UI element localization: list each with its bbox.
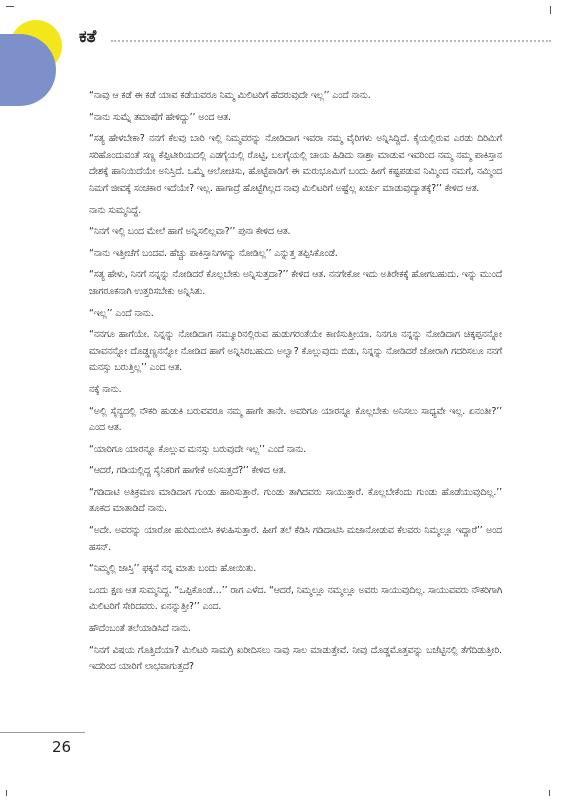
paragraph: “ಗಡಿದಾಟಿ ಅತಿಕ್ರಮಣ ಮಾಡಿದಾಗ ಗುಂಡು ಹಾರಿಸುತ್ತಾರೆ. ಗುಂಡು ತಾಗಿದವರು ಸಾಯುತ್ತಾರೆ. ಕೊಲ್ಲಬೇಕೆಂದು ಗುಂಡು ಹೊಡೆಯುವುದಿಲ್ಲ.’’ ತೂಕದ ಮಾತಾಡಿದೆ ನಾನು.	[89, 486, 502, 515]
paragraph: “ಸತ್ಯ ಹೇಳಬೇಕಾ? ನನಗೆ ಕೆಲವು ಬಾರಿ ಇಲ್ಲಿ ನಿಮ್ಮವರನ್ನು ನೋಡಿದಾಗ ಇವರಾ ನಮ್ಮ ವೈರಿಗಳು ಅನ್ನಿಸಿದ್ದಿದೆ. ಕೈಯಲ್ಲಿರುವ ಎರಡು ದಿರಿಮಿಗೆ ಸರಿಹೊಂದುವಂತೆ ಸಣ್ಣ ಕೆಪ್ಪಿಟೀರಿಯದಲ್ಲಿ ಎಡಗೈಯಲ್ಲಿ ರೊಟ್ಟಿ, ಬಲಗೈಯಲ್ಲಿ ಚಾಯ ಹಿಡಿದು ನಾಶ್ತಾ ಮಾಡುವ ಇವರಿಂದ ನಮ್ಮ ನಮ್ಮ ಪಾಕಿಸ್ತಾನ ದೇಶಕ್ಕೆ ಹಾನಿಯಿದೆಯೇ ಅನಿಸ್ತಿದೆ. ಒಮ್ಮೆ ಆಲೋಚಿಸು, ಹೊಟ್ಟೆಪಾಡಿಗೆ ಈ ಮರುಭೂಮಿಗೆ ಬಂದು ಹೀಗೆ ಕಷ್ಟಪಡುವ ನಿಮ್ಮಿಂದ ನಮಗೆ, ನಮ್ಮಿಂದ ನಿಮಗೆ ಜೀವಕ್ಕೆ ಸಂಚಕಾರ ಇದೆಯೇ? ಇಲ್ಲ. ಹಾಗಾದ್ರೆ ಹೊಟ್ಟೆಗಿಲ್ಲದ ನಾವು ಮಿಲಿಟರಿಗೆ ಅಷ್ಟೆಲ್ಲ ಖರ್ಚು ಮಾಡುವುದ್ಯಾತಕ್ಕೆ?’’ ಕೇಳಿದ ಆತ.	[89, 133, 502, 194]
crop-mark-top-right	[550, 6, 551, 14]
paragraph: “ಸತ್ಯ ಹೇಳು, ನಿನಗೆ ನನ್ನನ್ನು ನೋಡಿದರೆ ಕೊಲ್ಲಬೇಕು ಅನ್ನಿಸುತ್ತದಾ?’’ ಕೇಳಿದ ಆತ. ನನಗೇಕೋ ಇದು ಅತಿರೇಕಕ್ಕೆ ಹೋಗಬಹುದು. ಇನ್ನು ಮುಂದೆ ಜಾಗರೂಕನಾಗಿ ಉತ್ತರಿಸಬೇಕು ಅನ್ನಿಸಿತು.	[89, 269, 502, 297]
section-title: ಕತೆ	[79, 27, 97, 47]
page-number: 26	[52, 738, 72, 756]
paragraph: “ಅಲ್ಲಿ ಸೈನ್ಯದಲ್ಲಿ ನೌಕರಿ ಹುಡುಕಿ ಬರುವವರೂ ನಮ್ಮ ಹಾಗೇ ತಾನೇ. ಅವರಿಗೂ ಯಾರನ್ನೂ ಕೊಲ್ಲಬೇಕು ಅನಿಸಲು ಸಾಧ್ಯವೇ ಇಲ್ಲ. ಏನಂತೀ?’’ ಎಂದ ಆತ.	[89, 405, 502, 434]
paragraph: “ಆದರೆ, ಗಡಿಯಲ್ಲಿದ್ದ ಸೈನಿಕರಿಗೆ ಹಾಗೇಕೆ ಅನಿಸುತ್ತದೆ?’’ ಕೇಳಿದ ಆತ.	[89, 465, 287, 477]
paragraph: ಹೌದೆಂಬಂತೆ ತಲೆಯಾಡಿಸಿದೆ ನಾನು.	[89, 623, 191, 635]
paragraph: “ನಾವು ಆ ಕಡೆ ಈ ಕಡೆ ಯಾವ ಕಡೆಯವರೂ ನಿಮ್ಮ ಮಿಲಿಟರಿಗೆ ಹೆದರುವುದೇ ಇಲ್ಲ’’ ಎಂದೆ ನಾನು.	[89, 90, 371, 101]
paragraph: ನಕ್ಕೆ ನಾನು.	[89, 383, 122, 395]
paragraph: “ನಾನು ಸುಮ್ನೆ ತಮಾಷೆಗೆ ಹೇಳಿದ್ದು’’ ಅಂದ ಆತ.	[89, 111, 231, 123]
paragraph: “ಯಾರಿಗೂ ಯಾರನ್ನೂ ಕೊಲ್ಲುವ ಮನಸ್ಸು ಬರುವುದೇ ಇಲ್ಲ’’ ಎಂದೆ ನಾನು.	[89, 443, 307, 455]
paragraph: “ನನಗೂ ಹಾಗೆಯೇ. ನಿನ್ನನ್ನು ನೋಡಿದಾಗ ನಮ್ಮೂರಿನಲ್ಲಿರುವ ಹುಡುಗರಂತೆಯೇ ಕಾಣಿಸುತ್ತೀಯಾ. ನಿನಗೂ ನನ್ನನ್ನು ನೋಡಿದಾಗ ಚಿಕ್ಕಪ್ಪನನ್ನೋ ಮಾವನನ್ನೋ ದೊಡ್ಡಣ್ಣನನ್ನೋ ನೋಡಿದ ಹಾಗೆ ಅನ್ನಿಸಿರಬಹುದು ಅಲ್ವಾ? ಕೊಲ್ಲುವುದು ಬಿಡು, ನಿನ್ನನ್ನು ನೋಡಿದರೆ ಜೋರಾಗಿ ಗದರಿಸಲೂ ನನಗೆ ಮನಸ್ಸು ಬರುತ್ತಿಲ್ಲ’’ ಎಂದ ಆತ.	[89, 329, 502, 374]
paragraph: ಒಂದು ಕ್ಷಣ ಆತ ಸುಮ್ಮನಿದ್ದ. “ಒಪ್ಪಿಕೊಂಡೆ…’’ ರಾಗ ಎಳೆದ. “ಆದರೆ, ನಿಮ್ಮಲ್ಲೂ ನಮ್ಮಲ್ಲೂ ಅವರು ಸಾಯುವುದಿಲ್ಲ. ಸಾಯುವವರು ನೌಕರಿಗಾಗಿ ಮಿಲಿಟರಿಗೆ ಸೇರಿದವರು. ಏನನ್ನುತ್ತೀ?’’ ಎಂದ.	[89, 584, 502, 613]
crop-mark-top-left	[6, 6, 14, 7]
paragraph: “ನಿಮ್ಮಲ್ಲಿ ಜಾಸ್ತಿ’’ ಫಕ್ಕನೆ ನನ್ನ ಮಾತು ಬಂದು ಹೋಯಿತು.	[89, 563, 257, 575]
title-dotted-rule	[111, 40, 551, 42]
crop-mark-bottom-left	[6, 790, 7, 796]
paragraph: “ಅದೇ. ಅವರನ್ನು ಯಾರೋ ಹುರಿದುಂಬಿಸಿ ಕಳುಹಿಸುತ್ತಾರೆ. ಹೀಗೆ ತಲೆ ಕೆಡಿಸಿ ಗಡಿದಾಟಿಸಿ ಮಜಾನೋಡುವ ಕೆಲವರು ನಿಮ್ಮಲ್ಲೂ ಇದ್ದಾರೆ’’ ಅಂದ ಹಸನ್.	[89, 525, 502, 553]
paragraph: ನಾನು ಸುಮ್ಮನಿದ್ದೆ.	[89, 204, 142, 216]
paragraph: “ನಿನಗೆ ವಿಷಯ ಗೊತ್ತಿದೆಯಾ? ಮಿಲಿಟರಿ ಸಾಮಗ್ರಿ ಖರೀದಿಸಲು ನಾವು ಸಾಲ ಮಾಡುತ್ತೇವೆ. ನೀವು ದೊಡ್ಡಮೊತ್ತವನ್ನು ಬಜೆಟ್ಟಿನಲ್ಲಿ ತೆಗೆದಿಡುತ್ತೀರಿ. ಇದರಿಂದ ಯಾರಿಗೆ ಲಾಭವಾಗುತ್ತದೆ?	[89, 644, 502, 673]
crop-mark-bottom-right	[549, 790, 550, 796]
paragraph: “ನಾನು ಇತ್ತೀಚೆಗೆ ಬಂದವ. ಹೆಚ್ಚು ಪಾಕಿಸ್ತಾನಿಗಳನ್ನು ನೋಡಿಲ್ಲ’’ ಎನ್ನುತ್ತ ತಪ್ಪಿಸಿಕೊಂಡೆ.	[89, 247, 338, 259]
page-number-rule	[0, 732, 85, 733]
paragraph: “ಇಲ್ಲ’’ ಎಂದೆ ನಾನು.	[89, 307, 154, 319]
story-body	[89, 88, 502, 681]
paragraph: “ನಿನಗೆ ಇಲ್ಲಿ ಬಂದ ಮೇಲೆ ಹಾಗೆ ಅನ್ನಿಸಲಿಲ್ಲವಾ?’’ ಪುನಃ ಕೇಳಿದ ಆತ.	[89, 226, 291, 238]
